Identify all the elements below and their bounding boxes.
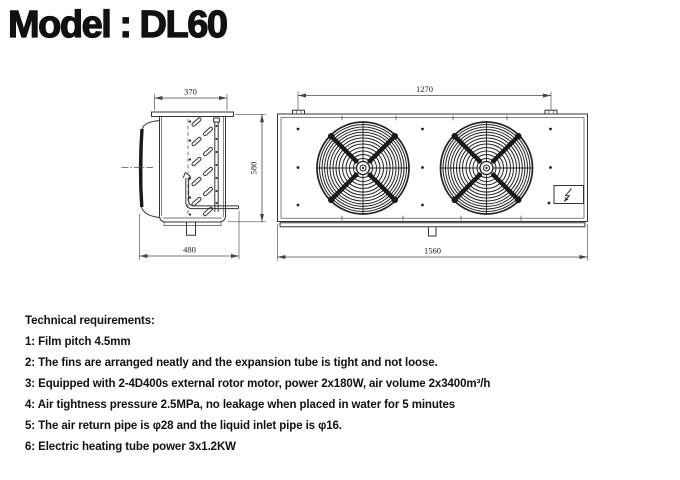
requirement-line: 2: The fins are arranged neatly and the expansion tube is tight and not loose. <box>25 357 438 369</box>
drain-tab <box>187 223 196 236</box>
fan-ring-edge <box>141 129 142 207</box>
dim-label-1270: 1270 <box>416 84 433 94</box>
requirement-line: 4: Air tightness pressure 2.5MPa, no leakage when placed in water for 5 minutes <box>25 399 456 411</box>
dim-label-480: 480 <box>183 244 196 255</box>
drip-tray <box>280 223 585 236</box>
pipe-fitting <box>183 173 190 179</box>
tube-holes <box>189 120 191 215</box>
header-pipe <box>214 118 220 212</box>
dimension-370 <box>155 87 228 111</box>
dim-label-580: 580 <box>248 161 259 175</box>
hazard-label <box>554 186 584 204</box>
fan-guard-right <box>441 122 533 214</box>
dim-label-370: 370 <box>184 86 197 97</box>
top-flange <box>152 112 234 117</box>
dimension-1270 <box>298 84 551 110</box>
mounting-brackets <box>293 110 558 114</box>
side-view <box>122 87 266 260</box>
technical-requirements <box>25 311 645 458</box>
drain-tab-front <box>429 227 437 236</box>
front-view <box>278 84 588 261</box>
fan-guard-left <box>317 122 409 214</box>
requirements-heading: Technical requirements: <box>25 315 155 327</box>
dim-label-1560: 1560 <box>424 245 441 256</box>
requirement-line: 5: The air return pipe is φ28 and the liquid inlet pipe is φ16. <box>25 420 342 432</box>
requirement-line: 6: Electric heating tube power 3x1.2KW <box>25 441 236 453</box>
page-title: Model : DL60 <box>8 4 227 46</box>
requirement-line: 1: Film pitch 4.5mm <box>25 336 131 348</box>
fan-bell-profile <box>142 121 160 218</box>
dimension-1560 <box>278 224 588 261</box>
requirement-line: 3: Equipped with 2-4D400s external rotor motor, power 2x180W, air volume 2x3400m³/h <box>25 378 491 390</box>
fin-pattern <box>191 117 213 216</box>
